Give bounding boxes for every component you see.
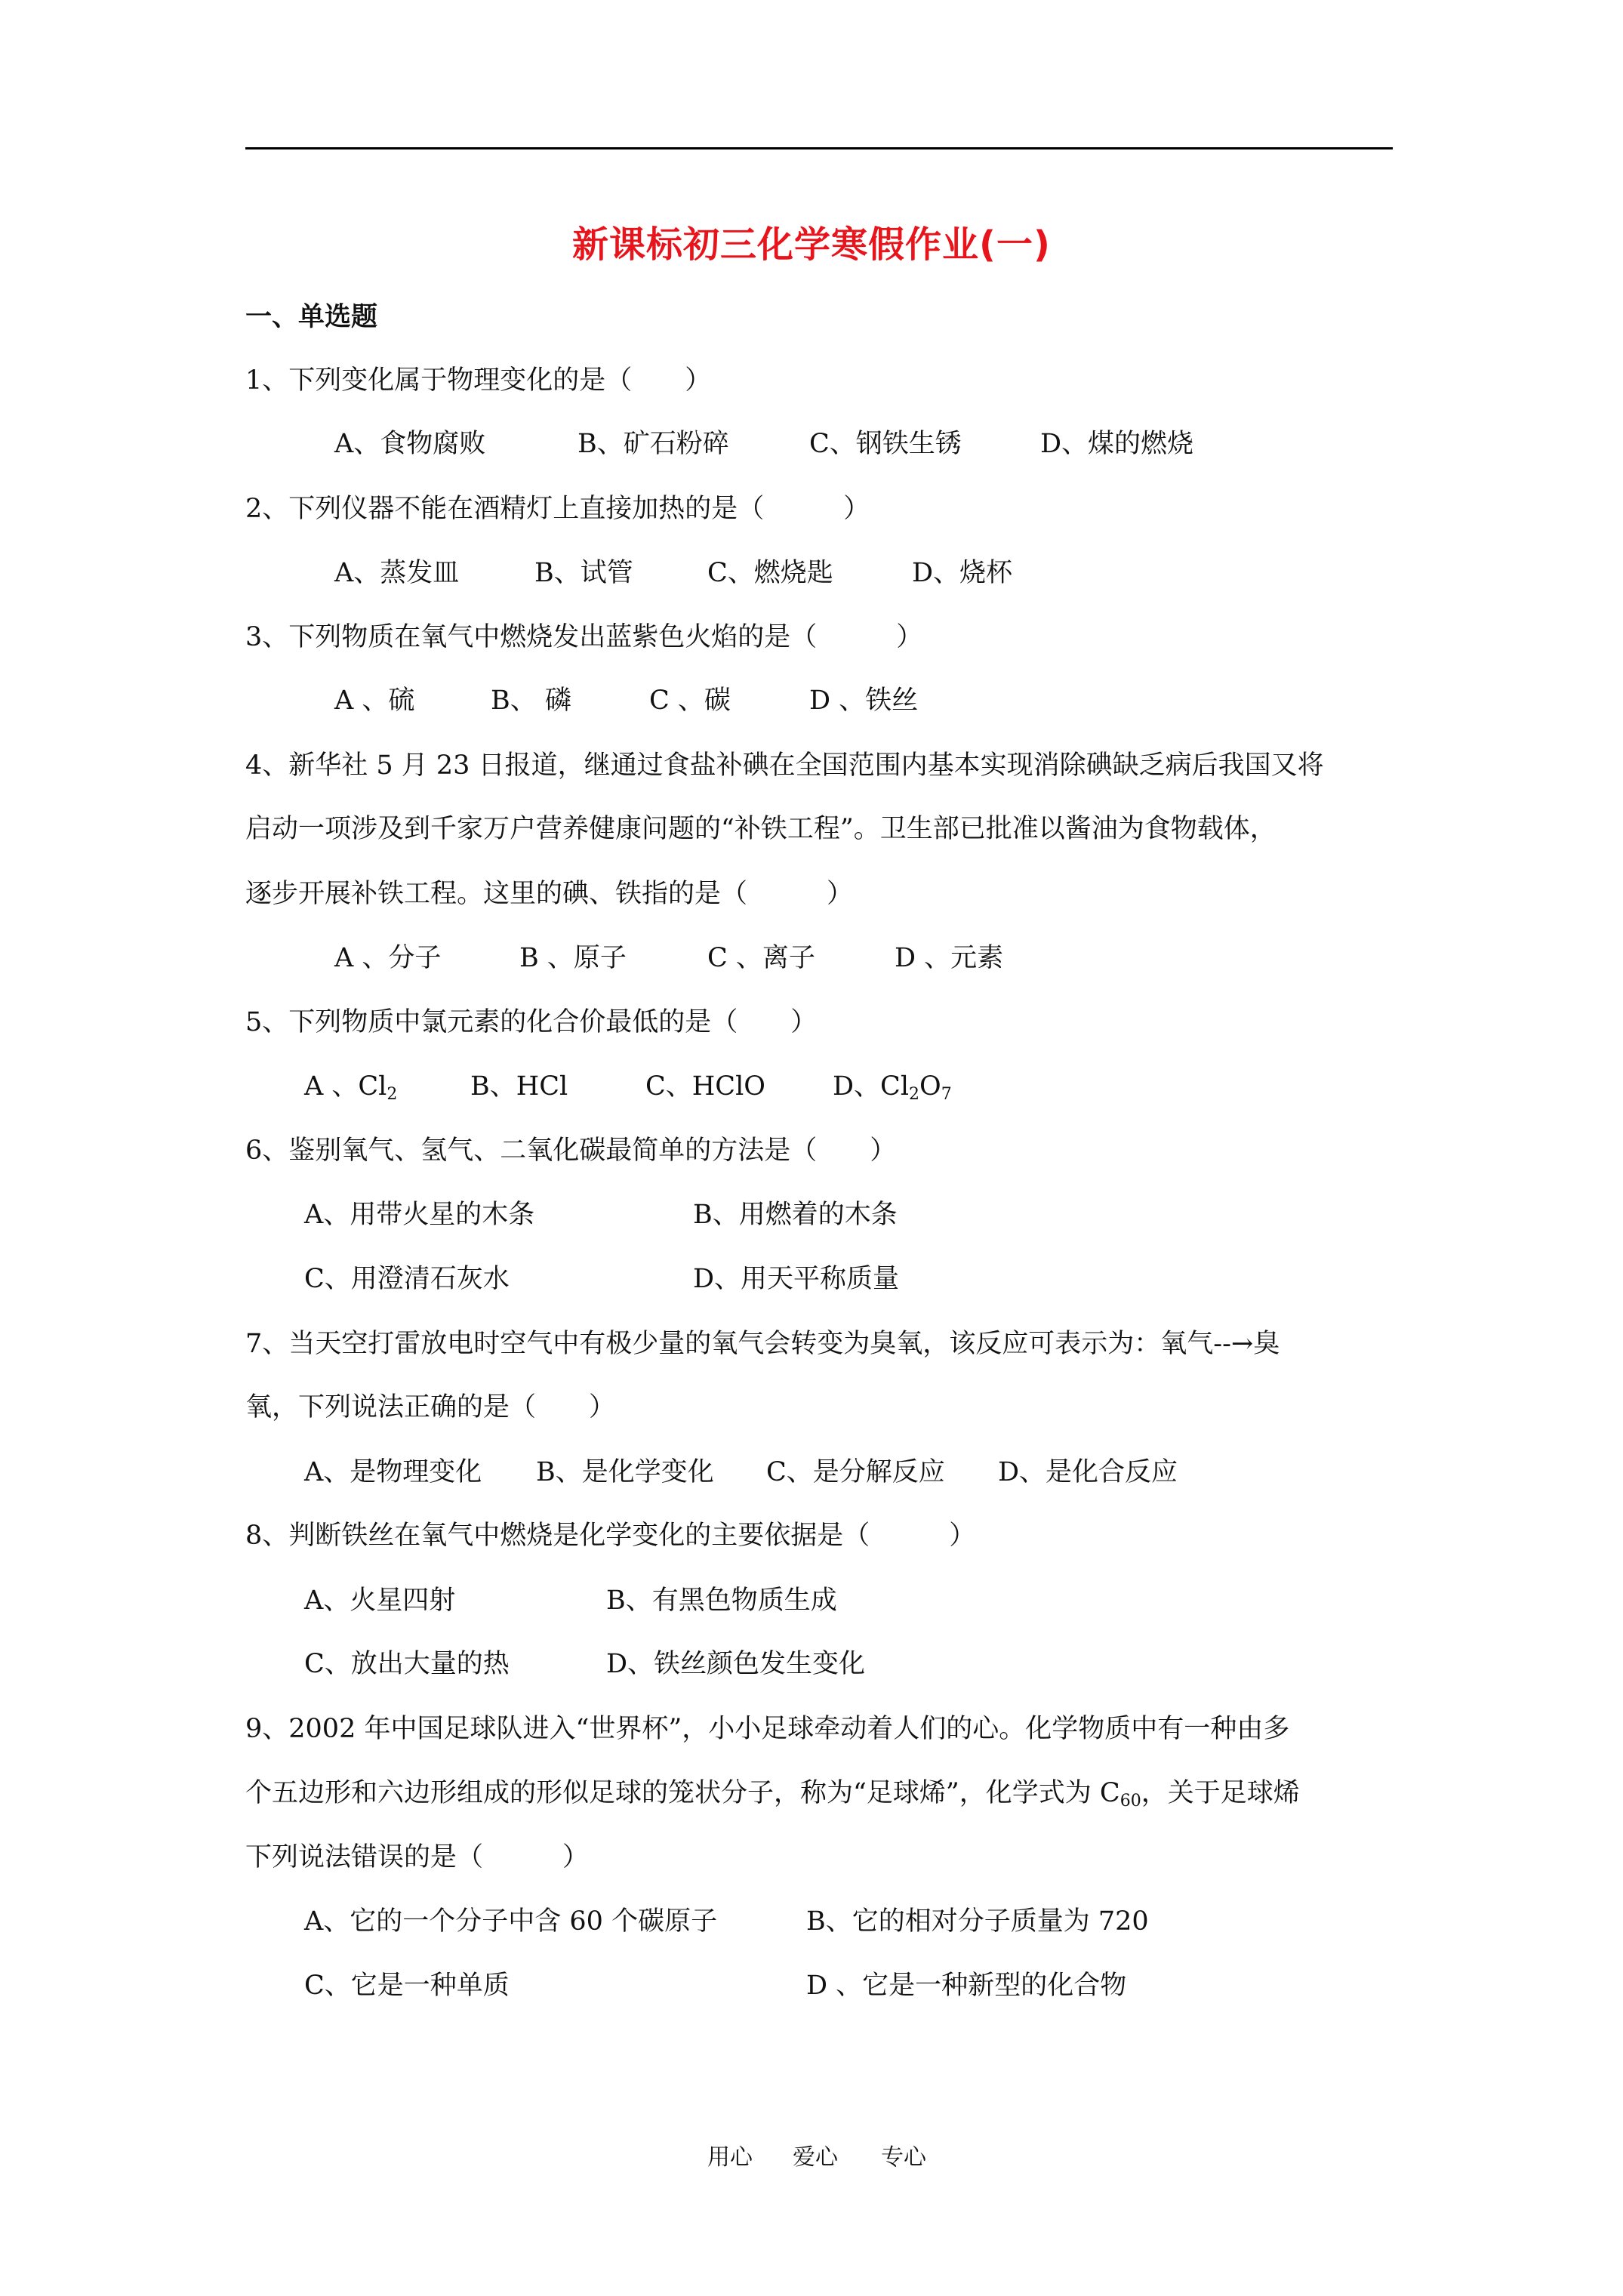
q5-option-b: B、HCl — [470, 1071, 568, 1102]
q5-option-a-formula: A 、Cl — [304, 1071, 387, 1102]
footer-word-1: 用心 — [707, 2144, 753, 2171]
q9-line-2-text: 个五边形和六边形组成的形似足球的笼状分子，称为“足球烯”，化学式为 C — [245, 1778, 1120, 1808]
q2-option-c: C、燃烧匙 — [707, 558, 833, 588]
q8-option-a: A、火星四射 — [304, 1586, 456, 1616]
q4-option-b: B 、原子 — [519, 943, 627, 973]
question-6-stem: 6、鉴别氧气、氢气、二氧化碳最简单的方法是（ ） — [245, 1136, 897, 1166]
q6-option-d: D、用天平称质量 — [693, 1264, 900, 1294]
q8-option-d: D、铁丝颜色发生变化 — [606, 1649, 866, 1679]
q9-option-d: D 、它是一种新型的化合物 — [806, 1971, 1127, 2001]
q4-option-d: D 、元素 — [895, 943, 1004, 973]
question-4-line-2: 启动一项涉及到千家万户营养健康问题的“补铁工程”。卫生部已批准以酱油为食物载体， — [245, 814, 1277, 844]
page-title: 新课标初三化学寒假作业(一) — [572, 223, 1051, 266]
q4-option-a: A 、分子 — [334, 943, 442, 973]
question-3-stem: 3、下列物质在氧气中燃烧发出蓝紫色火焰的是（ ） — [245, 622, 923, 652]
q6-option-a: A、用带火星的木条 — [304, 1200, 535, 1230]
question-7-line-2: 氧，下列说法正确的是（ ） — [245, 1392, 616, 1422]
question-4-line-1: 4、新华社 5 月 23 日报道，继通过食盐补碘在全国范围内基本实现消除碘缺乏病后我国又将 — [245, 750, 1324, 781]
q3-option-a: A 、硫 — [334, 686, 415, 716]
q5-option-d-subscript-1: 2 — [909, 1085, 920, 1104]
q9-option-c: C、它是一种单质 — [304, 1971, 510, 2001]
q5-option-d — [833, 1068, 952, 1105]
question-9-line-3: 下列说法错误的是（ ） — [245, 1842, 590, 1872]
q5-option-a-subscript: 2 — [387, 1085, 398, 1104]
question-5-stem: 5、下列物质中氯元素的化合价最低的是（ ） — [245, 1007, 818, 1037]
q2-option-d: D、烧杯 — [912, 558, 1013, 588]
question-4-line-3: 逐步开展补铁工程。这里的碘、铁指的是（ ） — [245, 879, 854, 909]
footer-word-3: 专心 — [881, 2144, 926, 2171]
q3-option-d: D 、铁丝 — [809, 686, 919, 716]
question-7-line-1: 7、当天空打雷放电时空气中有极少量的氧气会转变为臭氧，该反应可表示为：氧气--→臭 — [245, 1329, 1280, 1359]
footer-word-2: 爱心 — [793, 2144, 838, 2171]
question-1-stem: 1、下列变化属于物理变化的是（ ） — [245, 365, 712, 396]
q1-option-a: A、食物腐败 — [334, 429, 486, 459]
section-heading: 一、单选题 — [245, 302, 378, 332]
q6-option-c: C、用澄清石灰水 — [304, 1264, 510, 1294]
q2-option-a: A、蒸发皿 — [334, 558, 460, 588]
q5-option-d-subscript-2: 7 — [941, 1085, 952, 1104]
q9-option-a: A、它的一个分子中含 60 个碳原子 — [304, 1906, 718, 1937]
q9-option-b: B、它的相对分子质量为 720 — [806, 1906, 1149, 1937]
q6-option-b: B、用燃着的木条 — [693, 1200, 898, 1230]
header-rule — [245, 147, 1393, 149]
q1-option-b: B、矿石粉碎 — [577, 429, 729, 459]
q4-option-c: C 、离子 — [707, 943, 815, 973]
q8-option-b: B、有黑色物质生成 — [606, 1586, 837, 1616]
question-9-line-1: 9、2002 年中国足球队进入“世界杯”，小小足球牵动着人们的心。化学物质中有一种由多 — [245, 1714, 1290, 1744]
q7-option-c: C、是分解反应 — [766, 1457, 945, 1487]
q9-line-2-suffix: ，关于足球烯 — [1141, 1778, 1300, 1808]
q7-option-b: B、是化学变化 — [536, 1457, 714, 1487]
question-2-stem: 2、下列仪器不能在酒精灯上直接加热的是（ ） — [245, 494, 870, 524]
q9-formula-subscript: 60 — [1119, 1792, 1141, 1811]
q5-option-d-formula: D、Cl — [833, 1071, 910, 1102]
question-9-line-2 — [245, 1775, 1300, 1811]
q8-option-c: C、放出大量的热 — [304, 1649, 510, 1679]
q2-option-b: B、试管 — [534, 558, 633, 588]
q5-option-c: C、HClO — [645, 1071, 765, 1102]
q3-option-b: B、 磷 — [491, 686, 571, 716]
q7-option-d: D、是化合反应 — [998, 1457, 1178, 1487]
q5-option-a — [304, 1068, 397, 1105]
question-8-stem: 8、判断铁丝在氧气中燃烧是化学变化的主要依据是（ ） — [245, 1521, 976, 1551]
q5-option-d-oxygen: O — [919, 1071, 941, 1102]
q1-option-c: C、钢铁生锈 — [809, 429, 962, 459]
q3-option-c: C 、碳 — [649, 686, 731, 716]
q7-option-a: A、是物理变化 — [304, 1457, 482, 1487]
q1-option-d: D、煤的燃烧 — [1040, 429, 1194, 459]
